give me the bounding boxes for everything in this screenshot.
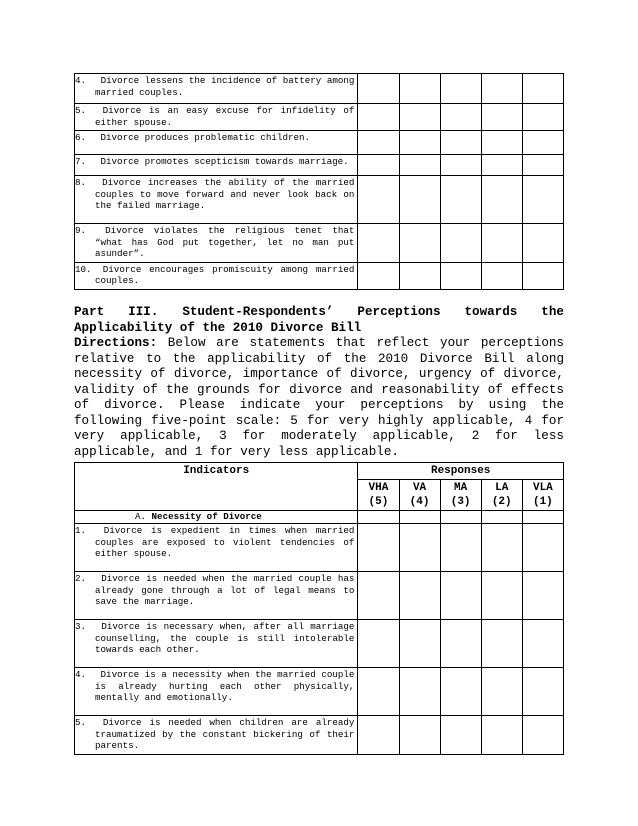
item-text: Divorce violates the religious tenet that “what has God put together, let no man put asunder”.: [95, 225, 355, 259]
indicator-cell: [75, 668, 358, 716]
item-text: Divorce is expedient in times when married couples are exposed to violent tendencies of either spouse.: [95, 525, 355, 559]
necessity-table: [74, 462, 564, 755]
responses-header: Responses: [358, 463, 564, 480]
table-row: [75, 524, 564, 572]
response-cell[interactable]: [522, 155, 563, 176]
section-title-cell: [75, 511, 358, 524]
item-text: Divorce is a necessity when the married couple is already hurting each other physically, mentally and emotionally.: [95, 669, 355, 703]
response-cell[interactable]: [399, 524, 440, 572]
indicator-cell: [75, 262, 358, 289]
item-text: Divorce is an easy excuse for infidelity of either spouse.: [95, 105, 355, 128]
indicator-cell: [75, 224, 358, 263]
table-row: [75, 262, 564, 289]
response-cell[interactable]: [399, 131, 440, 155]
item-number: 8.: [75, 177, 87, 188]
title-line-1: [74, 305, 564, 321]
response-cell[interactable]: [522, 262, 563, 289]
response-cell[interactable]: [358, 668, 399, 716]
response-cell[interactable]: [522, 668, 563, 716]
response-cell[interactable]: [399, 176, 440, 224]
response-cell[interactable]: [399, 104, 440, 131]
response-cell[interactable]: [481, 104, 522, 131]
item-text: Divorce is needed when children are already traumatized by the constant bickering of their parents.: [95, 717, 355, 751]
response-cell[interactable]: [481, 262, 522, 289]
response-cell[interactable]: [440, 668, 481, 716]
item-number: 4.: [75, 669, 87, 680]
directions-text: Below are statements that reflect your perceptions relative to the applicability of the 2010 Divorce Bill along necessity of divorce, importance of divorce, urgency of divorce, validity of the grounds for divorce and reasonability of effects of divorce. Please indicate your perceptions by using the following five-point scale: 5 for very highly applicable, 4 for very applicable, 3 for moderately applicable, 2 for less applicable, and 1 for very less applicable.: [74, 336, 564, 459]
response-cell[interactable]: [440, 620, 481, 668]
response-cell[interactable]: [522, 104, 563, 131]
response-cell[interactable]: [399, 155, 440, 176]
response-cell[interactable]: [481, 155, 522, 176]
table-row: [75, 572, 564, 620]
scale-vla: VLA (1): [522, 480, 563, 511]
table-row: [75, 155, 564, 176]
table-row: [75, 716, 564, 755]
response-cell[interactable]: [522, 74, 563, 104]
indicator-cell: [75, 620, 358, 668]
response-cell[interactable]: [481, 668, 522, 716]
item-text: Divorce lessens the incidence of battery among married couples.: [95, 75, 355, 98]
table-row: [75, 74, 564, 104]
response-cell: [522, 511, 563, 524]
title-word: Part: [74, 305, 105, 319]
item-text: Divorce promotes scepticism towards marriage.: [100, 156, 349, 167]
response-cell[interactable]: [522, 572, 563, 620]
table-row: [75, 224, 564, 263]
item-number: 4.: [75, 75, 87, 86]
response-cell: [440, 511, 481, 524]
item-text: Divorce produces problematic children.: [100, 132, 311, 143]
response-cell[interactable]: [358, 155, 399, 176]
indicator-cell: [75, 716, 358, 755]
item-number: 3.: [75, 621, 87, 632]
directions-paragraph: [74, 336, 564, 460]
item-number: 1.: [75, 525, 87, 536]
section-title: Necessity of Divorce: [151, 511, 262, 522]
response-cell[interactable]: [440, 524, 481, 572]
title-word: Student-Respondents’: [182, 305, 334, 319]
indicator-cell: [75, 104, 358, 131]
response-cell[interactable]: [358, 572, 399, 620]
response-cell[interactable]: [399, 620, 440, 668]
response-cell[interactable]: [399, 572, 440, 620]
response-cell[interactable]: [358, 620, 399, 668]
response-cell[interactable]: [399, 668, 440, 716]
indicator-cell: [75, 572, 358, 620]
item-number: 9.: [75, 225, 87, 236]
indicator-cell: [75, 524, 358, 572]
indicator-cell: [75, 131, 358, 155]
response-cell[interactable]: [522, 620, 563, 668]
table-row: [75, 620, 564, 668]
header-row: [75, 463, 564, 480]
response-cell[interactable]: [440, 104, 481, 131]
response-cell[interactable]: [399, 716, 440, 755]
response-cell[interactable]: [399, 224, 440, 263]
section-row: [75, 511, 564, 524]
item-number: 7.: [75, 156, 87, 167]
table-row: [75, 104, 564, 131]
indicators-header: Indicators: [75, 463, 358, 511]
response-cell[interactable]: [522, 224, 563, 263]
response-cell[interactable]: [481, 224, 522, 263]
response-cell[interactable]: [481, 620, 522, 668]
response-cell[interactable]: [440, 224, 481, 263]
scale-la: LA (2): [481, 480, 522, 511]
title-word: the: [541, 305, 564, 319]
statements-table-continued: [74, 73, 564, 290]
response-cell[interactable]: [440, 131, 481, 155]
response-cell[interactable]: [440, 262, 481, 289]
response-cell[interactable]: [399, 262, 440, 289]
table-row: [75, 668, 564, 716]
response-cell[interactable]: [440, 572, 481, 620]
response-cell[interactable]: [440, 176, 481, 224]
response-cell[interactable]: [522, 716, 563, 755]
indicator-cell: [75, 74, 358, 104]
response-cell[interactable]: [358, 524, 399, 572]
response-cell: [481, 511, 522, 524]
title-word: Perceptions: [357, 305, 441, 319]
part-three-title: [74, 305, 564, 336]
response-cell[interactable]: [358, 131, 399, 155]
response-cell[interactable]: [358, 104, 399, 131]
response-cell[interactable]: [358, 716, 399, 755]
response-cell[interactable]: [440, 155, 481, 176]
response-cell[interactable]: [399, 74, 440, 104]
item-text: Divorce is needed when the married couple has already gone through a lot of legal means to save the marriage.: [95, 573, 355, 607]
indicator-cell: [75, 176, 358, 224]
item-text: Divorce increases the ability of the married couples to move forward and never look back on the failed marriage.: [95, 177, 355, 211]
scale-ma: MA (3): [440, 480, 481, 511]
part-three-section: [74, 305, 564, 460]
response-cell[interactable]: [522, 131, 563, 155]
item-text: Divorce is necessary when, after all marriage counselling, the couple is still intolerable towards each other.: [95, 621, 355, 655]
item-number: 2.: [75, 573, 87, 584]
section-letter: A.: [135, 511, 147, 522]
item-number: 5.: [75, 717, 87, 728]
table-row: [75, 176, 564, 224]
scale-va: VA (4): [399, 480, 440, 511]
response-cell[interactable]: [522, 176, 563, 224]
response-cell[interactable]: [358, 74, 399, 104]
response-cell[interactable]: [481, 572, 522, 620]
response-cell[interactable]: [358, 224, 399, 263]
response-cell: [358, 511, 399, 524]
response-cell[interactable]: [481, 74, 522, 104]
title-word: III.: [128, 305, 159, 319]
title-word: towards: [464, 305, 518, 319]
response-cell[interactable]: [481, 131, 522, 155]
response-cell: [399, 511, 440, 524]
item-text: Divorce encourages promiscuity among married couples.: [95, 263, 355, 286]
response-cell[interactable]: [481, 524, 522, 572]
indicator-cell: [75, 155, 358, 176]
item-number: 10.: [75, 263, 92, 275]
response-cell[interactable]: [358, 262, 399, 289]
response-cell[interactable]: [522, 524, 563, 572]
response-cell[interactable]: [481, 176, 522, 224]
response-cell[interactable]: [481, 716, 522, 755]
item-number: 6.: [75, 132, 87, 143]
directions-label: Directions:: [74, 336, 158, 350]
title-line-2: Applicability of the 2010 Divorce Bill: [74, 320, 362, 335]
item-number: 5.: [75, 105, 87, 116]
scale-vha: VHA (5): [358, 480, 399, 511]
response-cell[interactable]: [358, 176, 399, 224]
table-row: [75, 131, 564, 155]
response-cell[interactable]: [440, 74, 481, 104]
response-cell[interactable]: [440, 716, 481, 755]
